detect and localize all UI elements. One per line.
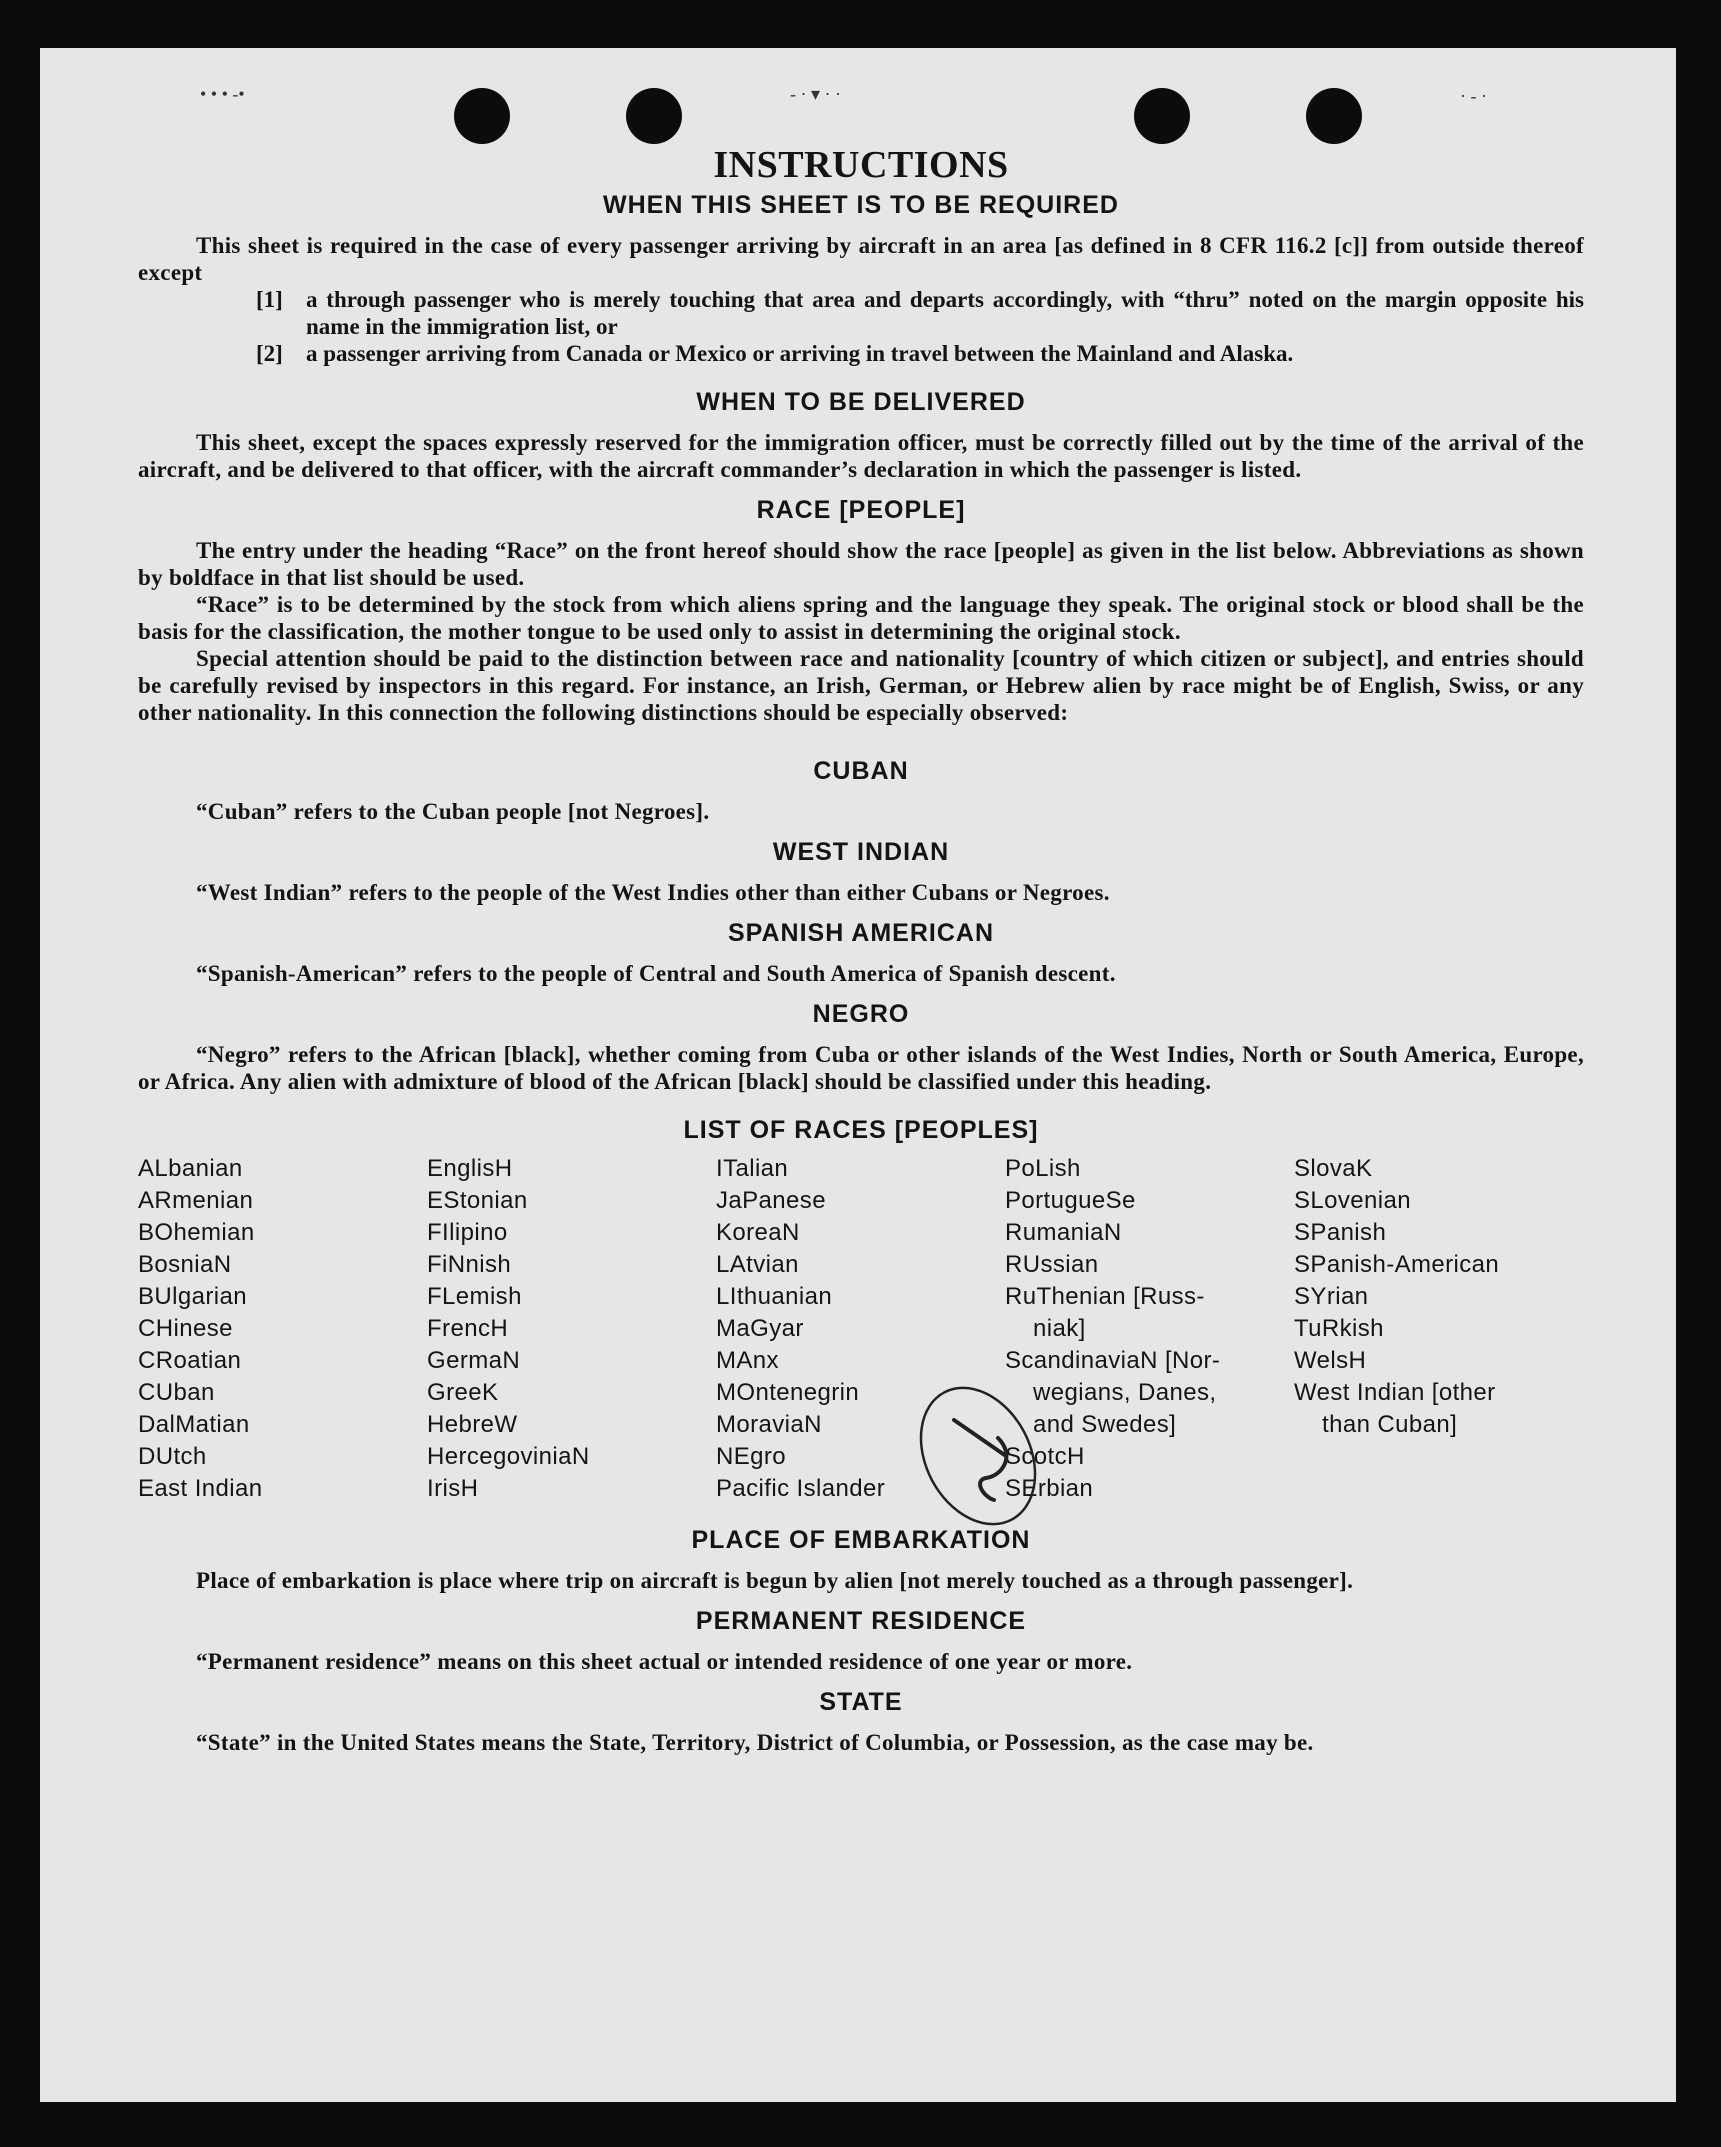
race-entry: SErbian (1005, 1475, 1094, 1502)
race-entry: CUban (138, 1379, 215, 1406)
race-entry: and Swedes] (1033, 1411, 1177, 1438)
punch-hole (1134, 88, 1190, 144)
residence-text: “Permanent residence” means on this sheet actual or intended residence of one year or more. (196, 1649, 1133, 1674)
race-entry: FrencH (427, 1315, 509, 1342)
race-entry: RuThenian [Russ- (1005, 1283, 1205, 1310)
scan-speck: · ‐ · (1460, 86, 1487, 106)
race-entry: SPanish (1294, 1219, 1387, 1246)
race-entry: West Indian [other (1294, 1379, 1496, 1406)
instructions-body (138, 142, 1584, 1756)
negro-text: “Negro” refers to the African [black], whether coming from Cuba or other islands of the West Indies, North or South America, Europe, or Africa. Any alien with admixture of blood of the African [black] should be classified under this heading. (138, 1042, 1584, 1094)
race-entry: ITalian (716, 1155, 789, 1182)
race-entry: Pacific Islander (716, 1475, 886, 1502)
cuban-text: “Cuban” refers to the Cuban people [not Negroes]. (196, 799, 710, 824)
section-heading-required: WHEN THIS SHEET IS TO BE REQUIRED (603, 191, 1119, 219)
races-list (138, 1153, 1584, 1505)
race-entry: TuRkish (1294, 1315, 1384, 1342)
race-entry: wegians, Danes, (1033, 1379, 1217, 1406)
section-heading-spanish-american: SPANISH AMERICAN (727, 919, 994, 947)
list-item (138, 286, 1584, 340)
race-entry: FLemish (427, 1283, 522, 1310)
section-heading-cuban: CUBAN (813, 757, 909, 785)
race-entry: SPanish-American (1294, 1251, 1500, 1278)
race-entry: NEgro (716, 1443, 787, 1470)
race-entry: PoLish (1005, 1155, 1081, 1182)
race-entry: ALbanian (138, 1155, 243, 1182)
race-entry: MoraviaN (716, 1411, 822, 1438)
list-item (138, 340, 1584, 367)
scan-speck: • • • ‐• (200, 84, 245, 104)
handwritten-stamp (916, 1378, 1046, 1533)
race-entry: GermaN (427, 1347, 521, 1374)
section-heading-state: STATE (819, 1688, 903, 1716)
punch-hole (626, 88, 682, 144)
race-entry: SLovenian (1294, 1187, 1412, 1214)
race-entry: DalMatian (138, 1411, 250, 1438)
race-entry: HebreW (427, 1411, 518, 1438)
race-paragraph-1: The entry under the heading “Race” on the front hereof should show the race [people] as given in the list below. Abbreviations as shown by boldface in that list should be used. (138, 538, 1584, 590)
race-entry: GreeK (427, 1379, 499, 1406)
races-column (1005, 1153, 1294, 1505)
race-entry: PortugueSe (1005, 1187, 1136, 1214)
race-entry: East Indian (138, 1475, 263, 1502)
race-entry: SYrian (1294, 1283, 1369, 1310)
race-entry: LAtvian (716, 1251, 799, 1278)
document-page (40, 48, 1676, 2102)
section-heading-races-list: LIST OF RACES [PEOPLES] (683, 1116, 1039, 1144)
required-intro: This sheet is required in the case of every passenger arriving by aircraft in an area [as defined in 8 CFR 116.2 [c]] from outside thereof except (138, 233, 1584, 285)
section-heading-delivered: WHEN TO BE DELIVERED (696, 388, 1026, 416)
race-entry: MAnx (716, 1347, 779, 1374)
race-entry: RumaniaN (1005, 1219, 1122, 1246)
item-number: [2] (256, 341, 283, 366)
punch-hole (1306, 88, 1362, 144)
races-column (1294, 1153, 1584, 1505)
race-entry: ScotcH (1005, 1443, 1085, 1470)
race-entry: JaPanese (716, 1187, 826, 1214)
section-heading-residence: PERMANENT RESIDENCE (695, 1607, 1027, 1635)
race-entry: BOhemian (138, 1219, 255, 1246)
race-entry: CRoatian (138, 1347, 242, 1374)
section-heading-negro: NEGRO (812, 1000, 910, 1028)
west-indian-text: “West Indian” refers to the people of the West Indies other than either Cubans or Negroes. (196, 880, 1110, 905)
race-entry: DUtch (138, 1443, 207, 1470)
race-entry: FIlipino (427, 1219, 508, 1246)
race-entry: IrisH (427, 1475, 479, 1502)
race-entry: KoreaN (716, 1219, 800, 1246)
races-column (427, 1153, 716, 1505)
race-entry: SlovaK (1294, 1155, 1373, 1182)
races-column (138, 1153, 427, 1505)
race-entry: CHinese (138, 1315, 233, 1342)
embarkation-text: Place of embarkation is place where trip on aircraft is begun by alien [not merely touched as a through passenger]. (196, 1568, 1354, 1593)
delivered-text: This sheet, except the spaces expressly reserved for the immigration officer, must be correctly filled out by the time of the arrival of the aircraft, and be delivered to that officer, with the aircraft commander’s declaration in which the passenger is listed. (138, 430, 1584, 482)
race-entry: BosniaN (138, 1251, 232, 1278)
race-entry: niak] (1033, 1315, 1086, 1342)
section-heading-embarkation: PLACE OF EMBARKATION (691, 1526, 1031, 1554)
race-entry: ScandinaviaN [Nor- (1005, 1347, 1221, 1374)
race-paragraph-3: Special attention should be paid to the distinction between race and nationality [country of which citizen or subject], and entries should be carefully revised by inspectors in this regard. For instance, an Irish, German, or Hebrew alien by race might be of English, Swiss, or any other nationality. In this connection the following distinctions should be especially observed: (138, 646, 1584, 725)
race-paragraph-2: “Race” is to be determined by the stock from which aliens spring and the language they speak. The original stock or blood shall be the basis for the classification, the mother tongue to be used only to assist in determining the original stock. (138, 592, 1584, 644)
spanish-american-text: “Spanish-American” refers to the people of Central and South America of Spanish descent. (196, 961, 1116, 986)
race-entry: than Cuban] (1322, 1411, 1458, 1438)
race-entry: RUssian (1005, 1251, 1099, 1278)
race-entry: FiNnish (427, 1251, 512, 1278)
section-heading-race: RACE [PEOPLE] (756, 496, 966, 524)
race-entry: EnglisH (427, 1155, 513, 1182)
item-number: [1] (256, 287, 283, 312)
race-entry: WelsH (1294, 1347, 1367, 1374)
race-entry: ARmenian (138, 1187, 254, 1214)
section-heading-west-indian: WEST INDIAN (772, 838, 950, 866)
state-text: “State” in the United States means the State, Territory, District of Columbia, or Possession, as the case may be. (196, 1730, 1314, 1755)
item-text: a passenger arriving from Canada or Mexico or arriving in travel between the Mainland and Alaska. (306, 341, 1294, 366)
race-entry: LIthuanian (716, 1283, 833, 1310)
page-title: INSTRUCTIONS (713, 144, 1009, 186)
punch-hole (454, 88, 510, 144)
race-entry: BUlgarian (138, 1283, 247, 1310)
race-entry: MOntenegrin (716, 1379, 860, 1406)
race-entry: MaGyar (716, 1315, 804, 1342)
race-entry: EStonian (427, 1187, 528, 1214)
race-entry: HercegoviniaN (427, 1443, 590, 1470)
scan-speck: ‐ · ▾ · · (790, 84, 842, 104)
item-text: a through passenger who is merely touching that area and departs accordingly, with “thru” noted on the margin opposite his name in the immigration list, or (306, 287, 1584, 339)
